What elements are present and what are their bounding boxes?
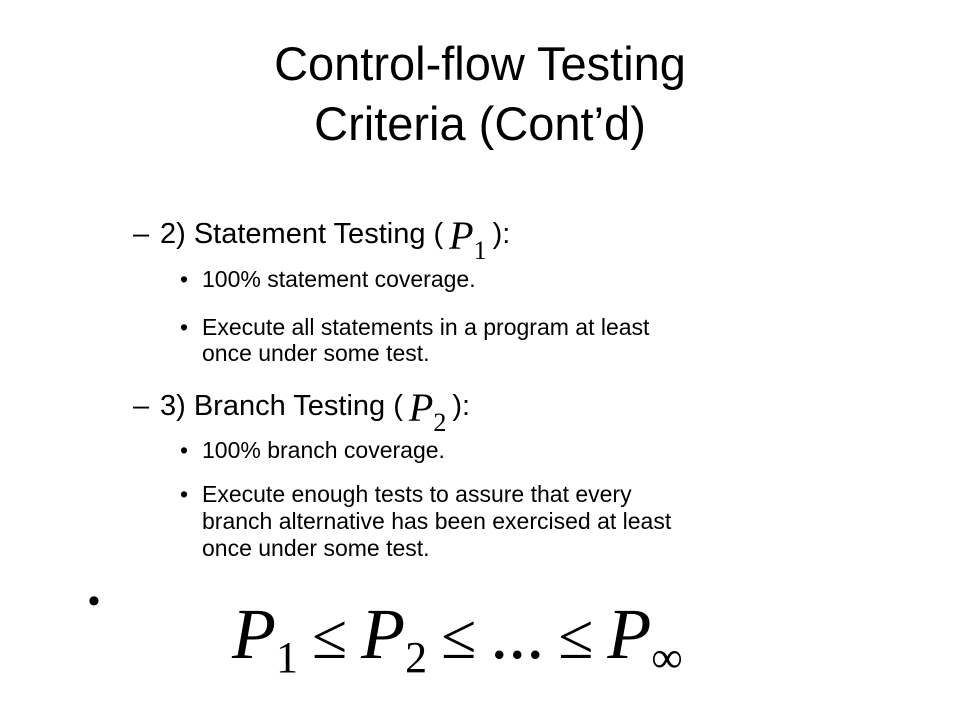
bullet-text-line-2: once under some test.: [202, 340, 430, 366]
slide-title-line-1: Control-flow Testing: [274, 37, 686, 90]
math-p2: $P_2$: [408, 385, 447, 437]
bullet-text-line-1: Execute all statements in a program at least: [202, 314, 650, 340]
item-statement-testing: [133, 213, 511, 268]
dash-marker: –: [133, 390, 150, 422]
ordering-formula: [232, 594, 683, 698]
item-label: 3) Branch Testing (: [160, 390, 403, 422]
formula-p1: $P_1$: [232, 594, 298, 682]
math-p1: $P_1$: [449, 213, 487, 265]
item-suffix: ):: [452, 390, 471, 422]
bullet-marker: •: [180, 314, 189, 340]
formula-pinf: $P_\infty$: [607, 594, 683, 682]
bullet-marker: •: [180, 481, 189, 507]
bullet-text: 100% statement coverage.: [202, 266, 476, 292]
bullet-text-line-1: Execute enough tests to assure that every: [202, 481, 632, 507]
bullet-text-line-3: once under some test.: [202, 535, 430, 561]
item-branch-testing: [133, 385, 471, 440]
item-label: 2) Statement Testing (: [160, 218, 444, 250]
bullet-text: 100% branch coverage.: [202, 437, 445, 463]
leq-symbol: ≤: [558, 601, 594, 672]
bullet-marker: •: [180, 266, 189, 292]
item-suffix: ):: [492, 218, 511, 250]
leq-symbol: ≤: [311, 601, 348, 672]
final-bullet-marker: •: [88, 582, 100, 620]
dash-marker: –: [133, 218, 150, 250]
formula-p2: $P_2$: [361, 594, 428, 682]
slide-title: [0, 34, 960, 154]
bullet-marker: •: [180, 437, 189, 463]
ellipsis: ...: [490, 594, 545, 674]
slide-title-line-2: Criteria (Cont’d): [314, 97, 646, 150]
leq-symbol: ≤: [441, 601, 477, 672]
bullet-text-line-2: branch alternative has been exercised at least: [202, 508, 672, 534]
